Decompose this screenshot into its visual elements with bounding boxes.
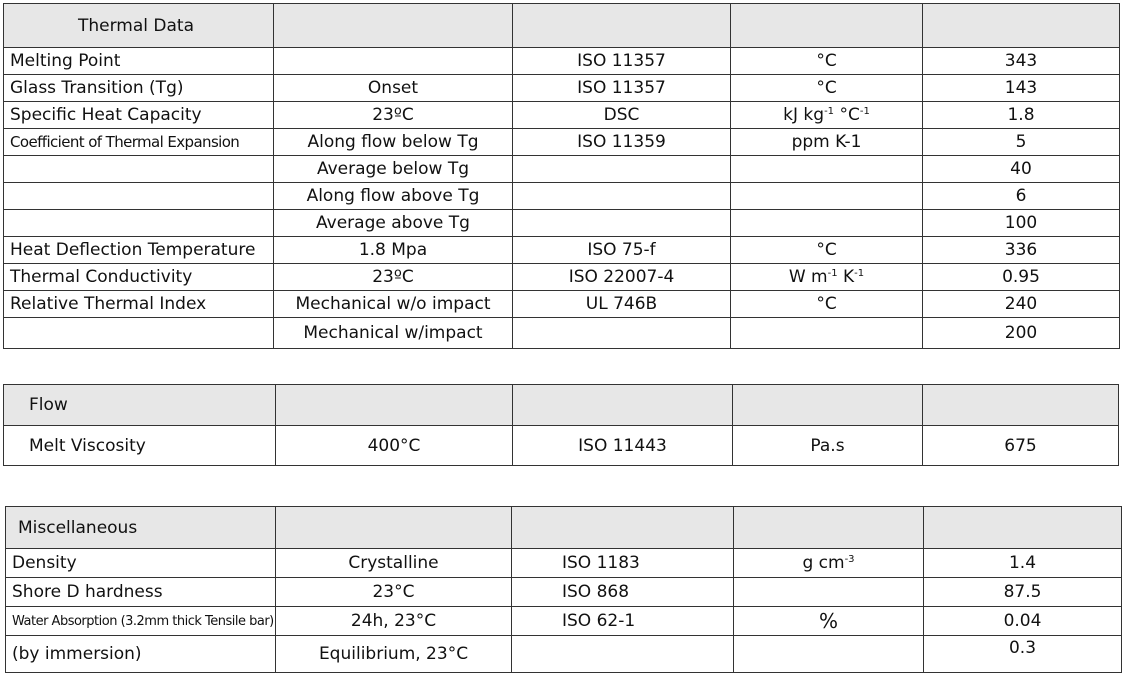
- table-row: [4, 129, 1120, 156]
- value-cell: 1.4: [924, 549, 1122, 578]
- property-cell: Melting Point: [4, 48, 274, 75]
- header-cell: [276, 385, 513, 426]
- condition-cell: Mechanical w/o impact: [274, 291, 513, 318]
- unit-cell: [731, 183, 923, 210]
- value-cell: 0.95: [923, 264, 1120, 291]
- unit-cell: °C: [731, 237, 923, 264]
- unit-text: kJ kg: [783, 105, 825, 125]
- header-cell: [734, 507, 924, 549]
- unit-cell: [731, 318, 923, 349]
- property-cell: Specific Heat Capacity: [4, 102, 274, 129]
- method-cell: ISO 11357: [513, 75, 731, 102]
- header-cell: [731, 4, 923, 48]
- unit-text: g cm: [802, 553, 845, 573]
- header-cell: [923, 4, 1120, 48]
- thermal-data-table: [3, 3, 1120, 349]
- unit-exponent: -3: [844, 554, 855, 565]
- property-cell: Melt Viscosity: [4, 426, 276, 466]
- header-cell: [733, 385, 923, 426]
- header-cell: [276, 507, 512, 549]
- condition-cell: Equilibrium, 23°C: [276, 636, 512, 673]
- condition-cell: 23ºC: [274, 264, 513, 291]
- method-cell: [513, 183, 731, 210]
- unit-cell: [734, 636, 924, 673]
- misc-header-row: [6, 507, 1122, 549]
- condition-cell: 23ºC: [274, 102, 513, 129]
- table-row: [4, 156, 1120, 183]
- table-row: [4, 264, 1120, 291]
- condition-cell: Along flow above Tg: [274, 183, 513, 210]
- unit-cell: °C: [731, 48, 923, 75]
- table-row: [4, 48, 1120, 75]
- unit-cell: [731, 156, 923, 183]
- method-cell: ISO 11443: [513, 426, 733, 466]
- condition-cell: Average above Tg: [274, 210, 513, 237]
- condition-cell: Along flow below Tg: [274, 129, 513, 156]
- method-cell: ISO 868: [512, 578, 734, 607]
- condition-cell: [274, 48, 513, 75]
- misc-section-title: Miscellaneous: [6, 507, 276, 549]
- condition-cell: Crystalline: [276, 549, 512, 578]
- thermal-section-title: Thermal Data: [4, 4, 274, 48]
- table-row: [6, 578, 1122, 607]
- value-cell: 1.8: [923, 102, 1120, 129]
- value-cell: 100: [923, 210, 1120, 237]
- thermal-header-row: [4, 4, 1120, 48]
- method-cell: ISO 11357: [513, 48, 731, 75]
- value-cell: 143: [923, 75, 1120, 102]
- unit-cell: [734, 578, 924, 607]
- method-cell: [513, 210, 731, 237]
- property-cell: Heat Deflection Temperature: [4, 237, 274, 264]
- value-cell: 336: [923, 237, 1120, 264]
- header-cell: [512, 507, 734, 549]
- unit-exponent: -1: [859, 106, 870, 117]
- condition-cell: Average below Tg: [274, 156, 513, 183]
- header-cell: [923, 385, 1119, 426]
- condition-cell: 1.8 Mpa: [274, 237, 513, 264]
- property-cell: [4, 156, 274, 183]
- header-cell: [513, 385, 733, 426]
- value-cell: 0.3: [924, 636, 1122, 673]
- method-cell: [513, 156, 731, 183]
- value-cell: 240: [923, 291, 1120, 318]
- property-cell: [4, 210, 274, 237]
- condition-cell: 23°C: [276, 578, 512, 607]
- value-cell: 87.5: [924, 578, 1122, 607]
- property-cell: Relative Thermal Index: [4, 291, 274, 318]
- unit-cell: °C: [731, 75, 923, 102]
- unit-cell: Pa.s: [733, 426, 923, 466]
- method-cell: ISO 75-f: [513, 237, 731, 264]
- property-cell: Shore D hardness: [6, 578, 276, 607]
- method-cell: [513, 318, 731, 349]
- header-cell: [513, 4, 731, 48]
- unit-cell: [734, 549, 924, 578]
- value-cell: 675: [923, 426, 1119, 466]
- table-row: [6, 607, 1122, 636]
- unit-text: W m: [788, 267, 828, 287]
- property-cell: Coefficient of Thermal Expansion: [4, 129, 274, 156]
- header-cell: [924, 507, 1122, 549]
- unit-text: K: [837, 267, 855, 287]
- miscellaneous-table: [5, 506, 1122, 673]
- value-cell: 6: [923, 183, 1120, 210]
- table-row: [4, 237, 1120, 264]
- unit-exponent: -1: [854, 268, 865, 279]
- method-cell: [512, 636, 734, 673]
- property-cell: Glass Transition (Tg): [4, 75, 274, 102]
- unit-cell: [731, 102, 923, 129]
- value-cell: 40: [923, 156, 1120, 183]
- condition-cell: Onset: [274, 75, 513, 102]
- unit-exponent: -1: [824, 106, 835, 117]
- flow-header-row: [4, 385, 1119, 426]
- condition-cell: 400°C: [276, 426, 513, 466]
- property-cell: Water Absorption (3.2mm thick Tensile bar): [6, 607, 276, 636]
- property-cell: [4, 318, 274, 349]
- table-row: [4, 210, 1120, 237]
- flow-section-title: Flow: [4, 385, 276, 426]
- property-cell: Density: [6, 549, 276, 578]
- table-row: [6, 636, 1122, 673]
- unit-cell: °C: [731, 291, 923, 318]
- unit-cell: [731, 264, 923, 291]
- table-row: [4, 102, 1120, 129]
- table-row: [4, 318, 1120, 349]
- value-cell: 343: [923, 48, 1120, 75]
- condition-cell: Mechanical w/impact: [274, 318, 513, 349]
- unit-exponent: -1: [827, 268, 838, 279]
- method-cell: ISO 11359: [513, 129, 731, 156]
- table-row: [6, 549, 1122, 578]
- value-cell: 5: [923, 129, 1120, 156]
- unit-cell: [731, 210, 923, 237]
- method-cell: DSC: [513, 102, 731, 129]
- value-cell: 200: [923, 318, 1120, 349]
- header-cell: [274, 4, 513, 48]
- condition-cell: 24h, 23°C: [276, 607, 512, 636]
- table-row: [4, 183, 1120, 210]
- method-cell: ISO 62-1: [512, 607, 734, 636]
- unit-text: °C: [834, 105, 860, 125]
- property-cell: (by immersion): [6, 636, 276, 673]
- unit-cell: ppm K-1: [731, 129, 923, 156]
- table-row: [4, 75, 1120, 102]
- table-row: [4, 291, 1120, 318]
- method-cell: UL 746B: [513, 291, 731, 318]
- method-cell: ISO 1183: [512, 549, 734, 578]
- table-row: [4, 426, 1119, 466]
- flow-table: [3, 384, 1119, 466]
- method-cell: ISO 22007-4: [513, 264, 731, 291]
- property-cell: [4, 183, 274, 210]
- unit-cell: %: [734, 607, 924, 636]
- property-cell: Thermal Conductivity: [4, 264, 274, 291]
- value-cell: 0.04: [924, 607, 1122, 636]
